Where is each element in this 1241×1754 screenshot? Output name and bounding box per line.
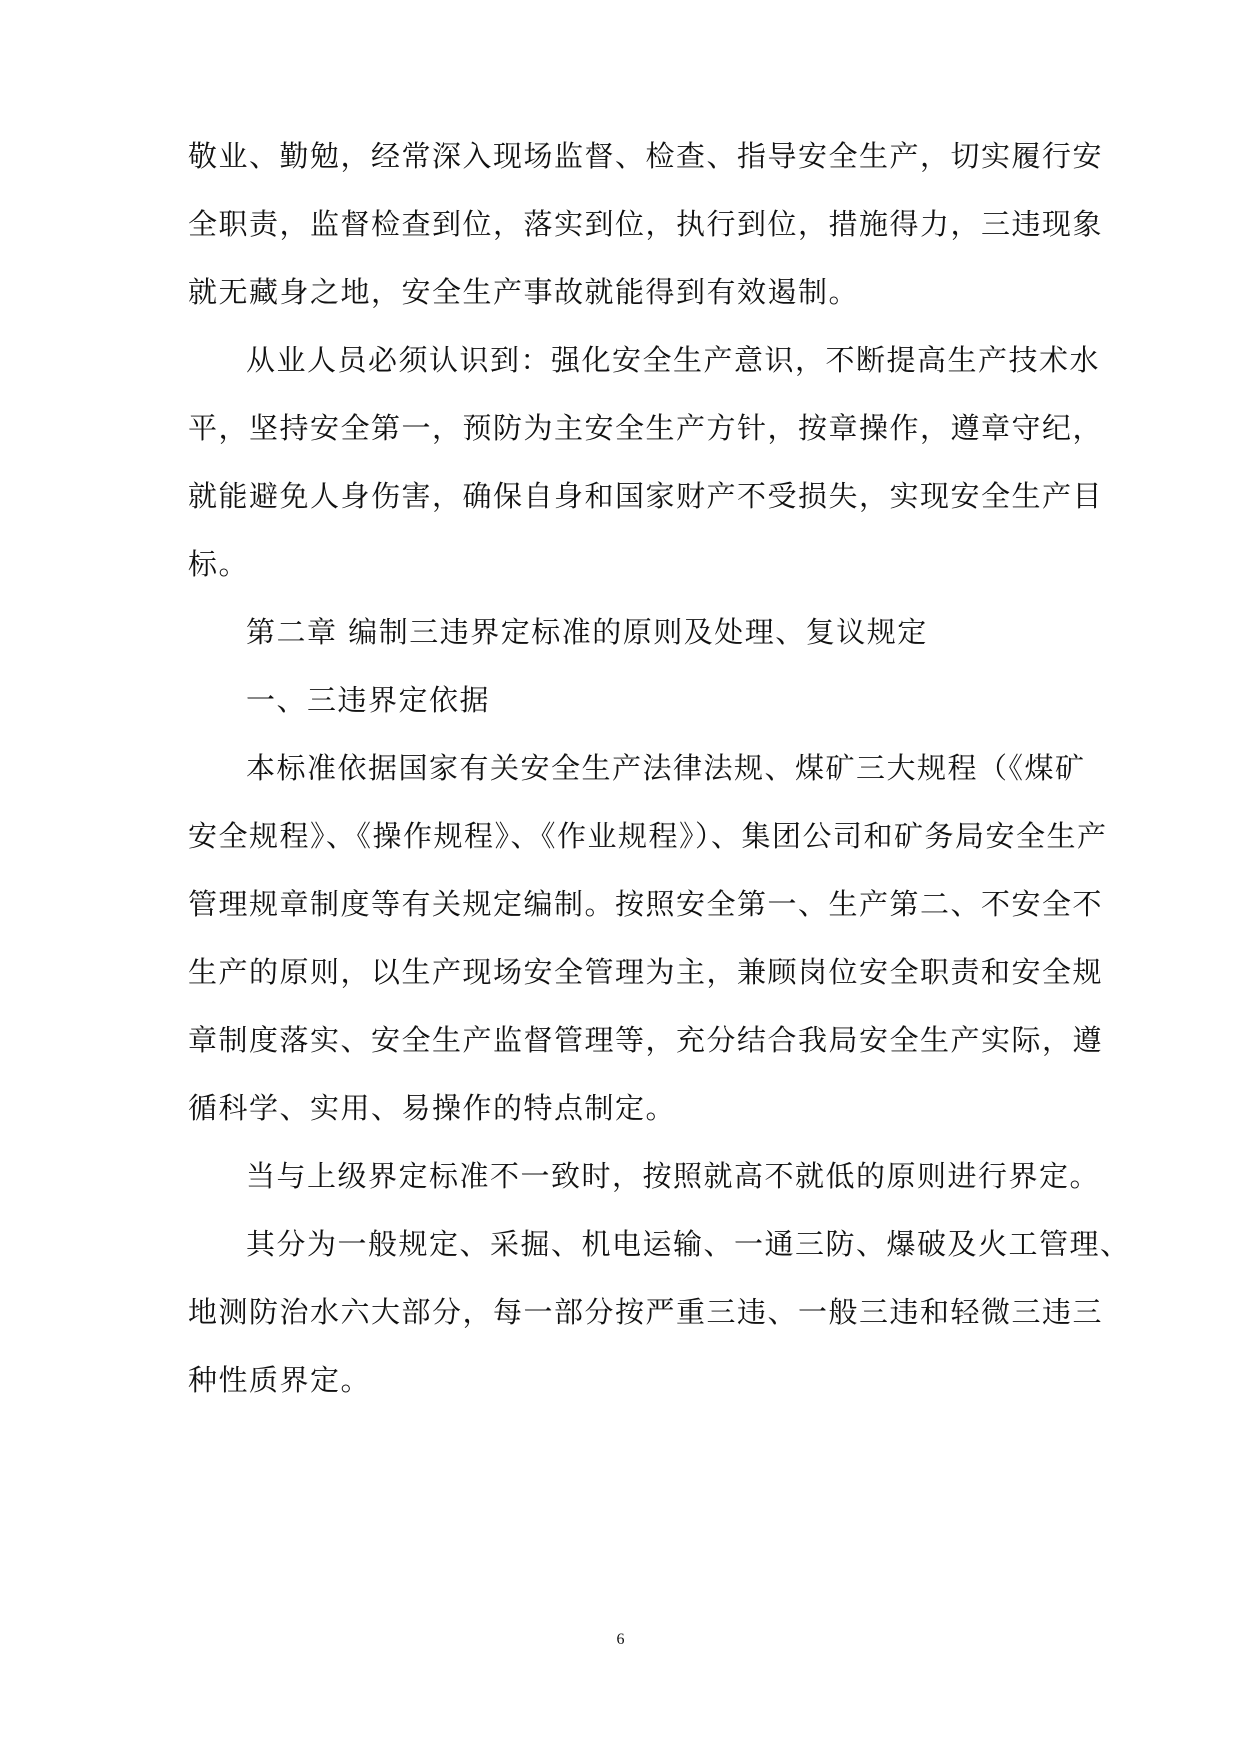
body-text-line: 生产的原则，以生产现场安全管理为主，兼顾岗位安全职责和安全规 — [188, 955, 1104, 989]
body-text-line: 平，坚持安全第一，预防为主安全生产方针，按章操作，遵章守纪， — [188, 411, 1104, 445]
body-text-line: 敬业、勤勉，经常深入现场监督、检查、指导安全生产，切实履行安 — [188, 139, 1104, 173]
body-text-line: 标。 — [188, 547, 250, 581]
body-text-line: 就无藏身之地，安全生产事故就能得到有效遏制。 — [188, 275, 860, 309]
page-number: 6 — [616, 1631, 625, 1648]
body-text-line: 种性质界定。 — [188, 1363, 372, 1397]
section-heading: 一、三违界定依据 — [246, 683, 491, 717]
body-text-line: 管理规章制度等有关规定编制。按照安全第一、生产第二、不安全不 — [188, 887, 1104, 921]
body-text-line: 全职责，监督检查到位，落实到位，执行到位，措施得力，三违现象 — [188, 207, 1104, 241]
body-text-line: 循科学、实用、易操作的特点制定。 — [188, 1091, 677, 1125]
body-text-line: 章制度落实、安全生产监督管理等，充分结合我局安全生产实际，遵 — [188, 1023, 1104, 1057]
body-text-line: 安全规程》、《操作规程》、《作业规程》）、集团公司和矿务局安全生产 — [188, 819, 1108, 853]
paragraph-first-line: 当与上级界定标准不一致时，按照就高不就低的原则进行界定。 — [246, 1159, 1101, 1193]
paragraph-first-line: 本标准依据国家有关安全生产法律法规、煤矿三大规程（《煤矿 — [246, 751, 1086, 785]
body-text-line: 就能避免人身伤害，确保自身和国家财产不受损失，实现安全生产目 — [188, 479, 1104, 513]
body-text-line: 地测防治水六大部分，每一部分按严重三违、一般三违和轻微三违三 — [188, 1295, 1104, 1329]
chapter-heading: 第二章 编制三违界定标准的原则及处理、复议规定 — [246, 615, 928, 649]
paragraph-first-line: 从业人员必须认识到：强化安全生产意识，不断提高生产技术水 — [246, 343, 1101, 377]
paragraph-first-line: 其分为一般规定、采掘、机电运输、一通三防、爆破及火工管理、 — [246, 1227, 1131, 1261]
